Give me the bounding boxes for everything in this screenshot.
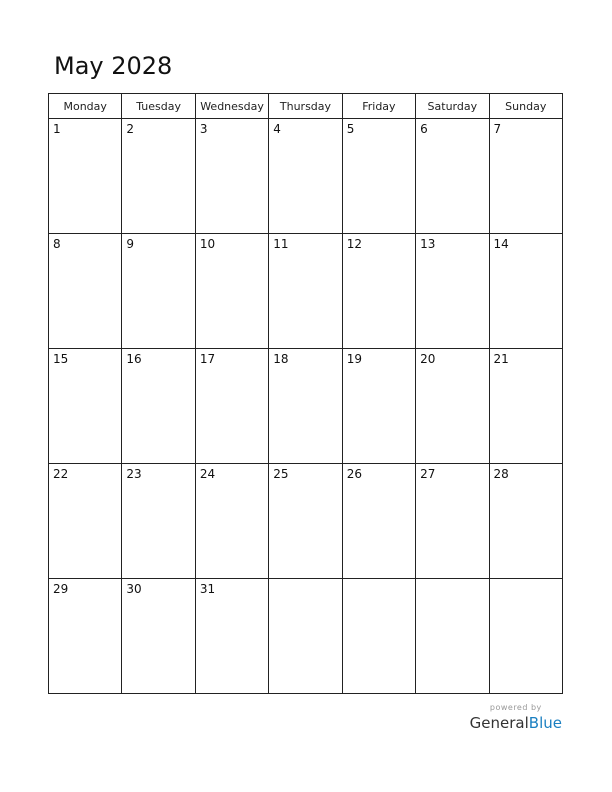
- day-cell: [122, 579, 195, 694]
- day-number: 10: [199, 237, 216, 251]
- day-cell: [489, 234, 562, 349]
- day-cell: [195, 234, 268, 349]
- day-cell: [269, 119, 342, 234]
- day-cell: [342, 579, 415, 694]
- day-cell: [416, 234, 489, 349]
- day-cell: [416, 349, 489, 464]
- day-number: 6: [420, 122, 428, 136]
- day-number: [343, 579, 415, 582]
- week-row-3: [49, 349, 563, 464]
- day-number: 27: [420, 467, 436, 481]
- day-cell: [49, 579, 122, 694]
- week-row-1: [49, 119, 563, 234]
- day-number: 9: [126, 237, 135, 251]
- day-cell: [489, 349, 562, 464]
- day-cell: [195, 579, 268, 694]
- day-cell: [416, 579, 489, 694]
- day-cell: [269, 234, 342, 349]
- day-number: 5: [346, 122, 355, 136]
- page-title: May 2028: [54, 52, 173, 80]
- day-number: 18: [273, 352, 289, 366]
- brand-logo: [470, 713, 562, 733]
- weekday-header-row: [49, 94, 563, 119]
- day-number: 29: [53, 582, 69, 596]
- day-number: 19: [346, 352, 362, 366]
- day-cell: [49, 349, 122, 464]
- day-cell: [489, 579, 562, 694]
- day-cell: [416, 119, 489, 234]
- brand-logo-general: General: [469, 714, 529, 732]
- week-row-5: [49, 579, 563, 694]
- day-number: 16: [126, 352, 142, 366]
- day-number: 15: [53, 352, 69, 366]
- day-number: 13: [420, 237, 436, 251]
- day-number: 8: [53, 237, 61, 251]
- day-number: 25: [273, 467, 289, 481]
- day-cell: [49, 234, 122, 349]
- day-cell: [269, 464, 342, 579]
- week-row-4: [49, 464, 563, 579]
- day-number: 30: [126, 582, 142, 596]
- weekday-header-friday: Friday: [342, 94, 415, 119]
- weekday-header-saturday: Saturday: [416, 94, 489, 119]
- weekday-header-monday: Monday: [49, 94, 122, 119]
- calendar-grid: [48, 93, 563, 694]
- day-cell: [416, 464, 489, 579]
- brand-logo-blue: Blue: [528, 714, 562, 732]
- day-cell: [122, 119, 195, 234]
- day-number: 28: [493, 467, 509, 481]
- week-row-2: [49, 234, 563, 349]
- day-cell: [49, 464, 122, 579]
- day-cell: [489, 464, 562, 579]
- day-number: [269, 579, 341, 582]
- day-number: 4: [273, 122, 281, 136]
- day-number: 21: [493, 352, 509, 366]
- day-number: 17: [199, 352, 216, 366]
- day-cell: [342, 234, 415, 349]
- day-number: 3: [199, 122, 208, 136]
- footer-branding: [470, 703, 562, 733]
- day-cell: [489, 119, 562, 234]
- day-cell: [49, 119, 122, 234]
- day-number: 2: [126, 122, 135, 136]
- day-cell: [342, 464, 415, 579]
- day-number: 26: [346, 467, 362, 481]
- day-number: 11: [273, 237, 289, 251]
- day-cell: [122, 349, 195, 464]
- day-cell: [269, 579, 342, 694]
- day-number: 22: [53, 467, 69, 481]
- day-number: 7: [493, 122, 502, 136]
- day-number: [416, 579, 488, 582]
- day-cell: [342, 119, 415, 234]
- weekday-header-thursday: Thursday: [269, 94, 342, 119]
- day-cell: [122, 464, 195, 579]
- day-cell: [195, 119, 268, 234]
- powered-by-text: powered by: [489, 703, 542, 712]
- day-number: 14: [493, 237, 509, 251]
- day-number: 12: [346, 237, 362, 251]
- day-number: [490, 579, 562, 582]
- day-number: 24: [199, 467, 216, 481]
- day-cell: [342, 349, 415, 464]
- weekday-header-wednesday: Wednesday: [195, 94, 268, 119]
- day-cell: [195, 464, 268, 579]
- day-number: 1: [53, 122, 61, 136]
- day-cell: [269, 349, 342, 464]
- weekday-header-sunday: Sunday: [489, 94, 562, 119]
- day-cell: [122, 234, 195, 349]
- weekday-header-tuesday: Tuesday: [122, 94, 195, 119]
- day-number: 20: [420, 352, 436, 366]
- day-cell: [195, 349, 268, 464]
- day-number: 23: [126, 467, 142, 481]
- day-number: 31: [199, 582, 216, 596]
